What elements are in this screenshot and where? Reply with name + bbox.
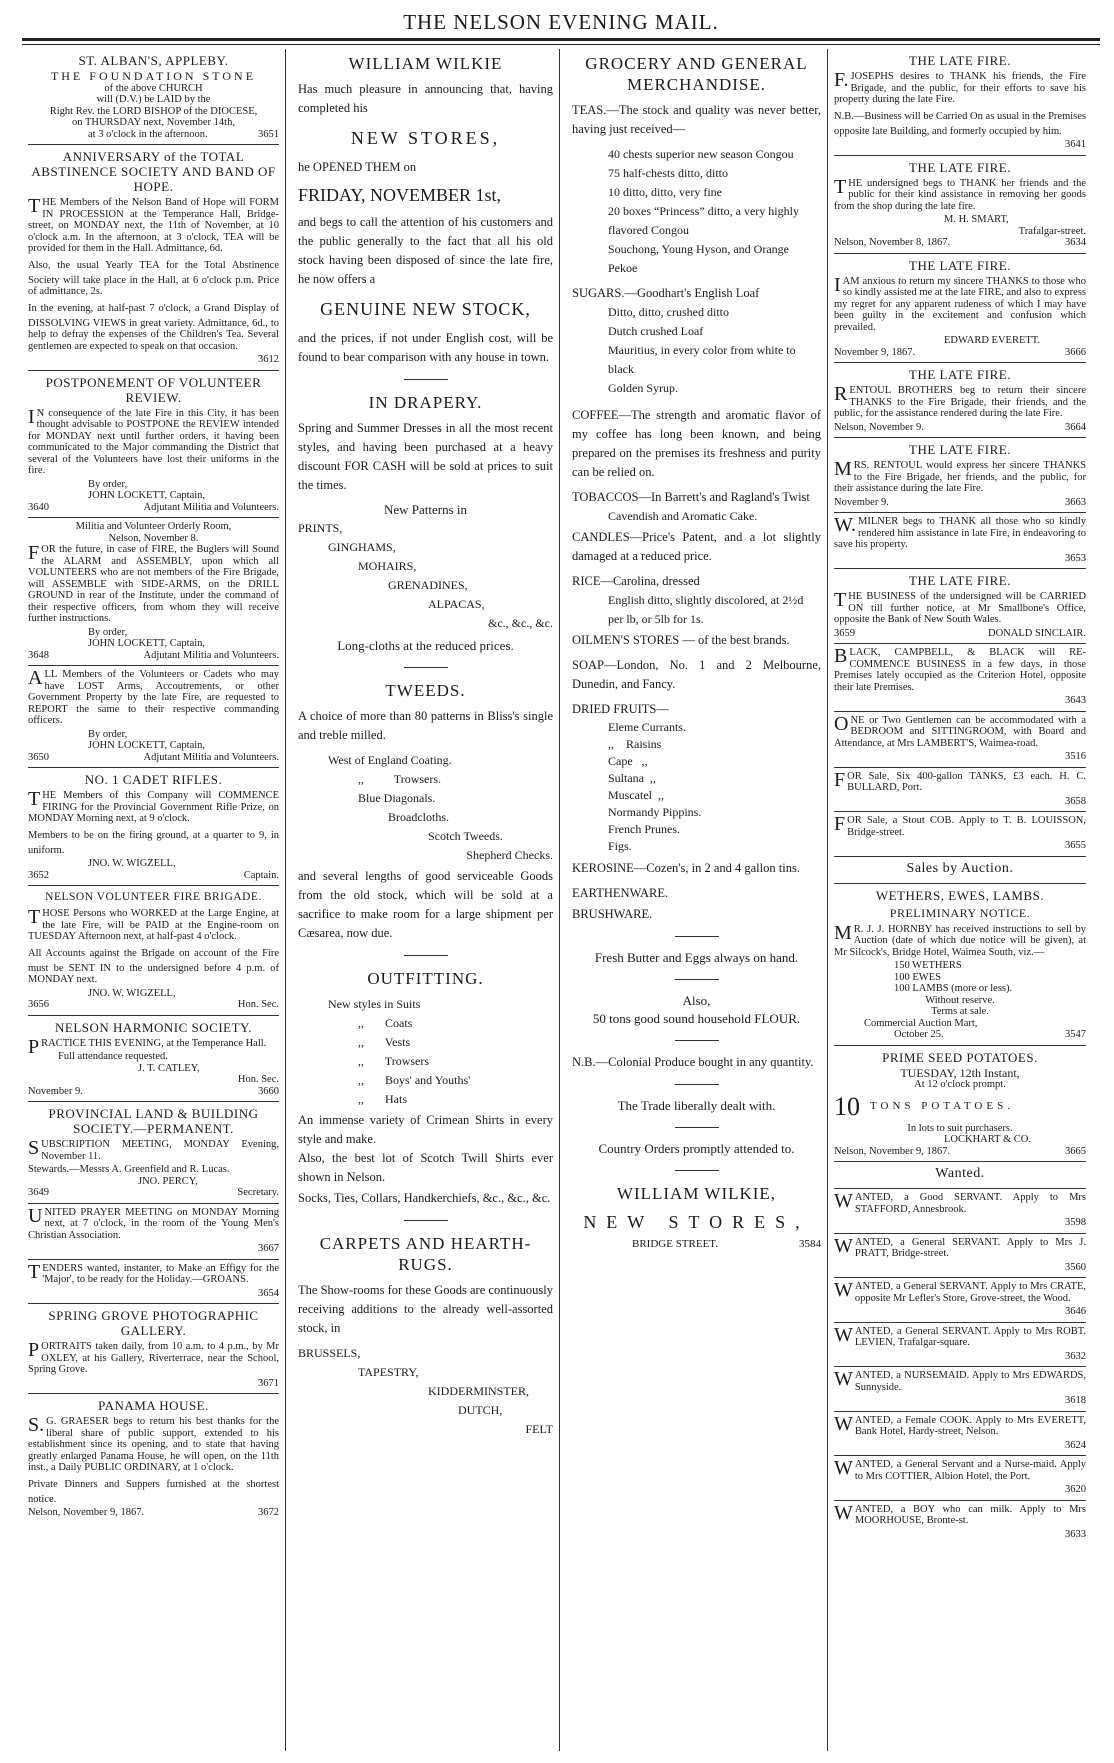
tweeds-item: Blue Diagonals. xyxy=(358,791,436,805)
ad-text: IAM anxious to return my sincere THANKS to those who so kindly assisted me at the late FIRE, and also to express my regret for any apparent rudeness of which I may have been guilty in the excitement and confusion which prevailed. xyxy=(834,273,1086,333)
outfitting-item: ,, Coats xyxy=(358,1016,413,1030)
ad-late-fire-mrs-rentoul xyxy=(834,438,1086,513)
tea-item: 40 chests superior new season Congou xyxy=(608,147,794,161)
ad-item: 100 LAMBS (more or less). xyxy=(894,983,1013,994)
ad-role: Captain. xyxy=(243,869,279,881)
ad-title: WETHERS, EWES, LAMBS. xyxy=(875,887,1045,903)
ad-text: Private Dinners and Suppers furnished at the shortest notice. xyxy=(28,1478,279,1505)
ad-text: WANTED, a Female COOK. Apply to Mrs EVERETT, Bank Hotel, Hardy-street, Nelson. xyxy=(834,1412,1086,1437)
tweeds-item: Shepherd Checks. xyxy=(466,848,553,862)
tweeds-list xyxy=(298,751,553,865)
ad-date: Nelson, November 9, 1867. xyxy=(28,1507,145,1518)
ad-date: November 9, 1867. xyxy=(834,346,916,358)
fruit-item: Normandy Pippins. xyxy=(608,805,702,819)
teas-list xyxy=(572,145,821,278)
ad-title: ANNIVERSARY of the TOTAL ABSTINENCE SOCIETY AND BAND OF HOPE. xyxy=(31,149,276,194)
butter-text: Fresh Butter and Eggs always on hand. xyxy=(594,950,799,965)
drapery-item: PRINTS, xyxy=(298,521,343,535)
drapery-item: ALPACAS, xyxy=(428,597,485,611)
ad-tanks xyxy=(834,768,1086,813)
ad-photographic xyxy=(28,1304,279,1394)
ad-title: THE LATE FIRE. xyxy=(909,442,1011,457)
carpets-item: KIDDERMINSTER, xyxy=(428,1384,529,1398)
ad-signature: JOHN LOCKETT, Captain, xyxy=(88,490,206,501)
tweeds-heading: TWEEDS. xyxy=(385,681,466,700)
trade-text: The Trade liberally dealt with. xyxy=(617,1098,776,1113)
ad-line: Right Rev. the LORD BISHOP of the DIOCESE, xyxy=(49,105,258,117)
section-heading: Wanted. xyxy=(935,1166,985,1181)
also-text: Also, xyxy=(682,993,711,1008)
ad-role: Adjutant Militia and Volunteers. xyxy=(143,501,279,513)
ad-gentlemen xyxy=(834,712,1086,768)
ad-text: FOR Sale, a Stout COB. Apply to T. B. LOUISSON, Bridge-street. xyxy=(834,813,1086,838)
column-1 xyxy=(22,49,286,1751)
drapery-item: &c., &c., &c. xyxy=(488,616,553,630)
ad-date: November 9. xyxy=(28,1085,83,1097)
sugars-text: SUGARS.—Goodhart's English Loaf xyxy=(572,286,760,300)
ad-item: 150 WETHERS xyxy=(894,960,962,971)
dried-fruits-text: DRIED FRUITS— xyxy=(572,702,669,716)
ad-text: Commercial Auction Mart, xyxy=(864,1017,978,1029)
ad-item: 100 EWES xyxy=(894,971,941,983)
tobaccos-text: TOBACCOS—In Barrett's and Ragland's Twist xyxy=(572,490,810,504)
ad-date: November 9. xyxy=(834,496,889,508)
ad-signature: JOHN LOCKETT, Captain, xyxy=(88,740,206,751)
ad-text: Full attendance requested. xyxy=(58,1051,168,1062)
stock-text: and begs to call the attention of his customers and the public generally to the fact that all his old stock having been disposed of since the late fire, he now offers a xyxy=(298,215,553,286)
earthenware-text: EARTHENWARE. xyxy=(572,886,669,900)
drapery-heading: IN DRAPERY. xyxy=(368,393,483,412)
ad-signature: LOCKHART & CO. xyxy=(944,1134,1031,1145)
ad-text: F.JOSEPHS desires to THANK his friends, the Fire Brigade, and the public, for their efforts to save his property during the late Fire. xyxy=(834,69,1086,105)
patterns-text: New Patterns in xyxy=(383,502,468,517)
nb-text: N.B.—Colonial Produce bought in any quantity. xyxy=(572,1055,814,1069)
ad-line: Militia and Volunteer Orderly Room, xyxy=(75,521,232,532)
ad-number: 3655 xyxy=(1065,840,1086,851)
ad-text: BLACK, CAMPBELL, & BLACK will RE-COMMENCE BUSINESS in a few days, in those Premises lately occupied as the Criterion Hotel, opposite their late Premises. xyxy=(834,645,1086,693)
ad-number: 3652 xyxy=(28,869,49,881)
ad-signature: DONALD SINCLAIR. xyxy=(988,627,1086,639)
friday-heading: FRIDAY, NOVEMBER 1st, xyxy=(298,185,502,205)
ad-date: October 25. xyxy=(894,1029,944,1040)
outfitting-item: ,, Vests xyxy=(358,1035,411,1049)
opened-text: he OPENED THEM on xyxy=(298,160,417,174)
carpets-item: TAPESTRY, xyxy=(358,1365,419,1379)
ad-number: 3516 xyxy=(1065,751,1086,762)
column-4 xyxy=(828,49,1092,1751)
outfitting-item: ,, Boys' and Youths' xyxy=(358,1073,471,1087)
flour-text: 50 tons good sound household FLOUR. xyxy=(592,1011,801,1026)
sugars-list xyxy=(572,303,821,398)
tobaccos-text-2: Cavendish and Aromatic Cake. xyxy=(608,509,758,523)
ad-signature: JOHN LOCKETT, Captain, xyxy=(88,638,206,649)
ad-wanted xyxy=(834,1234,1086,1279)
ad-text: TONS POTATOES. xyxy=(870,1099,1014,1112)
ad-number: 3634 xyxy=(1065,237,1086,248)
ad-number: 3665 xyxy=(1065,1145,1086,1157)
drapery-list xyxy=(298,519,553,633)
carpets-item: BRUSSELS, xyxy=(298,1346,361,1360)
carpets-list xyxy=(298,1344,553,1439)
ad-cadet-rifles xyxy=(28,768,279,886)
signature-stores: NEW STORES, xyxy=(583,1212,810,1232)
outfitting-text: An immense variety of Crimean Shirts in every style and make. xyxy=(298,1113,553,1146)
ad-wanted xyxy=(834,1412,1086,1457)
outfitting-lead: New styles in Suits xyxy=(328,997,421,1011)
ad-line: will (D.V.) be LAID by the xyxy=(96,94,211,105)
ad-text: THE undersigned begs to THANK her friends and the public for their kind assistance in removing her goods from the shop during the late fire. xyxy=(834,175,1086,212)
ad-number: 3671 xyxy=(258,1377,279,1389)
ad-number: 3641 xyxy=(1065,139,1086,150)
ad-number: 3618 xyxy=(1065,1395,1086,1406)
ad-line: Nelson, November 8. xyxy=(108,532,199,544)
outfitting-item: ,, Hats xyxy=(358,1092,407,1106)
oilmen-text: OILMEN'S STORES — of the best brands. xyxy=(572,633,790,647)
ad-number: 3633 xyxy=(1065,1528,1086,1540)
divider xyxy=(404,1220,448,1221)
ad-number: 3584 xyxy=(799,1238,821,1250)
fruit-item: Muscatel ,, xyxy=(608,788,664,802)
ad-signature: EDWARD EVERETT. xyxy=(944,335,1041,346)
ad-signature: J. T. CATLEY, xyxy=(138,1062,200,1074)
ad-cob xyxy=(834,812,1086,857)
ad-number: 3646 xyxy=(1065,1306,1086,1317)
prices-text: and the prices, if not under English cost, will be found to bear comparison with any house in town. xyxy=(298,331,553,364)
ad-text: Stewards.—Messrs A. Greenfield and R. Lucas. xyxy=(28,1164,230,1175)
ad-number: 3598 xyxy=(1065,1217,1086,1228)
ad-title: THE LATE FIRE. xyxy=(909,573,1011,588)
new-stores-heading: NEW STORES, xyxy=(350,128,501,148)
ad-role: Adjutant Militia and Volunteers. xyxy=(143,649,279,661)
ad-text: THOSE Persons who WORKED at the Large Engine, at the late Fire, will be PAID at the Engine-room on TUESDAY Afternoon next, at half-past 4 o'clock. xyxy=(28,906,279,942)
ad-lost-arms xyxy=(28,666,279,768)
tweeds-item: Scotch Tweeds. xyxy=(428,829,503,843)
tweeds-item: ,, Trowsers. xyxy=(358,772,442,786)
ad-number: 3660 xyxy=(258,1085,279,1097)
ad-number: 3664 xyxy=(1065,421,1086,433)
ad-black-campbell xyxy=(834,644,1086,712)
ad-number: 3658 xyxy=(1065,795,1086,807)
fruit-item: Sultana ,, xyxy=(608,771,656,785)
ad-late-fire-sinclair xyxy=(834,569,1086,644)
ad-prayer-meeting xyxy=(28,1204,279,1260)
ad-text: WANTED, a General Servant and a Nurse-maid. Apply to Mrs COTTIER, Albion Hotel, the Port. xyxy=(834,1457,1086,1482)
divider xyxy=(404,379,448,380)
ad-number: 3666 xyxy=(1065,346,1086,358)
ad-title: NO. 1 CADET RIFLES. xyxy=(84,772,223,787)
ad-role: Adjutant Militia and Volunteers. xyxy=(143,751,279,763)
sugar-item: Golden Syrup. xyxy=(608,381,678,395)
drapery-item: GINGHAMS, xyxy=(328,540,396,554)
carpets-heading: CARPETS AND HEARTH-RUGS. xyxy=(319,1234,532,1274)
ad-number: 3648 xyxy=(28,649,49,661)
soap-text: SOAP—London, No. 1 and 2 Melbourne, Dunedin, and Fancy. xyxy=(572,658,821,691)
fruit-item: Eleme Currants. xyxy=(608,720,686,734)
ad-text: SUBSCRIPTION MEETING, MONDAY Evening, November 11. xyxy=(28,1137,279,1162)
dried-fruits-list xyxy=(572,719,821,855)
masthead-rule xyxy=(22,38,1100,45)
ad-date: Nelson, November 9, 1867. xyxy=(834,1145,951,1157)
carpets-text: The Show-rooms for these Goods are continuously receiving additions to the already well-assorted stock, in xyxy=(298,1283,553,1335)
ad-number: 3672 xyxy=(258,1507,279,1518)
tea-item: 75 half-chests ditto, ditto xyxy=(608,166,728,180)
outfitting-heading: OUTFITTING. xyxy=(367,969,484,988)
ad-orderly-room xyxy=(28,518,279,666)
ad-text: WANTED, a Good SERVANT. Apply to Mrs STAFFORD, Annesbrook. xyxy=(834,1190,1086,1215)
ad-text: In lots to suit purchasers. xyxy=(907,1122,1013,1134)
divider xyxy=(675,1084,719,1085)
teas-text: TEAS.—The stock and quality was never better, having just received— xyxy=(572,103,821,136)
ad-text: W.MILNER begs to THANK all those who so kindly rendered him assistance in late Fire, in endeavoring to save his property. xyxy=(834,514,1086,550)
columns xyxy=(22,49,1100,1751)
drapery-text: Spring and Summer Dresses in all the most recent styles, and having been purchased at a heavy discount FOR CASH will be sold at prices to suit the times. xyxy=(298,421,553,492)
section-wanted xyxy=(834,1162,1086,1189)
ad-text: WANTED, a NURSEMAID. Apply to Mrs EDWARDS, Sunnyside. xyxy=(834,1368,1086,1393)
ad-number: 3651 xyxy=(258,128,279,140)
ad-title: THE LATE FIRE. xyxy=(909,257,1011,273)
fruit-item: Cape ,, xyxy=(608,754,648,768)
ad-wethers xyxy=(834,884,1086,1046)
ad-number: 3643 xyxy=(1065,695,1086,706)
ad-date: Nelson, November 9. xyxy=(834,421,924,433)
outfitting-item: ,, Trowsers xyxy=(358,1054,430,1068)
ad-byline: By order, xyxy=(88,478,128,490)
ad-byline: By order, xyxy=(88,728,128,740)
ad-text: THE Members of the Nelson Band of Hope will FORM IN PROCESSION at the Temperance Hall, Bridge-street, on MONDAY next, the 11th of November, at 10 o'clock a.m. In the afternoon, at 3 o'clock, TEA will be provided for them in the Hall. Admittance, 6d. xyxy=(28,195,279,254)
ad-number: 3656 xyxy=(28,999,49,1010)
ad-line: of the above CHURCH xyxy=(104,82,203,94)
drapery-item: MOHAIRS, xyxy=(358,559,417,573)
ad-tenders xyxy=(28,1260,279,1305)
tweeds-item: West of England Coating. xyxy=(328,753,452,767)
ad-text: MRS. RENTOUL would express her sincere THANKS to the Fire Brigade, her friends, and the public, for their assistance during the late Fire. xyxy=(834,458,1086,494)
ad-line: at 3 o'clock in the afternoon. xyxy=(88,128,208,140)
masthead: THE NELSON EVENING MAIL. xyxy=(403,10,719,34)
brushware-text: BRUSHWARE. xyxy=(572,907,653,921)
ad-text: In the evening, at half-past 7 o'clock, a Grand Display of DISSOLVING VIEWS in great variety. Admittance, 6d., to help to defray the expenses of the Children's Tea. Several gentlemen are expected to speak on that occasion. xyxy=(28,302,279,352)
ad-text: UNITED PRAYER MEETING on MONDAY Morning next, at 7 o'clock, in the room of the Young Men's Christian Association. xyxy=(28,1204,279,1241)
ad-text: TENDERS wanted, instanter, to Make an Effigy for the 'Major', to be ready for the Holiday.—GROANS. xyxy=(28,1260,279,1285)
ad-day: TUESDAY, 12th Instant, xyxy=(900,1065,1020,1080)
ad-big-number: 10 xyxy=(834,1091,860,1121)
tweeds-text-2: and several lengths of good serviceable Goods from the old stock, which will be sold at a sacrifice to make room for a large shipment per Cæsarea, now due. xyxy=(298,869,553,940)
ad-line: on THURSDAY next, November 14th, xyxy=(72,117,235,128)
ad-late-fire-josephs xyxy=(834,49,1086,156)
ad-wanted xyxy=(834,1367,1086,1412)
carpets-item: DUTCH, xyxy=(458,1403,503,1417)
grocery-heading: GROCERY AND GENERAL MERCHANDISE. xyxy=(585,54,808,94)
divider xyxy=(675,1170,719,1171)
rice-text-2: English ditto, slightly discolored, at 2½d per lb, or 5lb for 1s. xyxy=(608,593,804,626)
intro-text: Has much pleasure in announcing that, having completed his xyxy=(298,82,553,115)
ad-title: THE LATE FIRE. xyxy=(909,53,1011,68)
ad-st-albans xyxy=(28,49,279,145)
ad-title: POSTPONEMENT OF VOLUNTEER REVIEW. xyxy=(45,374,262,405)
ad-date: Nelson, November 8, 1867. xyxy=(834,237,951,248)
ad-text: N.B.—Business will be Carried On as usual in the Premises opposite late Building, and formerly occupied by him. xyxy=(834,110,1086,137)
ad-text: PRACTICE THIS EVENING, at the Temperance Hall. xyxy=(28,1035,267,1058)
genuine-stock-heading: GENUINE NEW STOCK, xyxy=(320,299,531,319)
ad-fire-brigade xyxy=(28,886,279,1016)
ad-text: IN consequence of the late Fire in this City, it has been thought advisable to POSTPONE the REVIEW intended for MONDAY next until further orders, it having been communicated to the Major commanding the District that several of the Volunteers have lost their uniforms in the fire. xyxy=(28,405,279,476)
ad-title: PRIME SEED POTATOES. xyxy=(882,1049,1038,1065)
ad-text: RENTOUL BROTHERS beg to return their sincere THANKS to the Fire Brigade, their friends, and the public, for the assistance rendered during the late Fire. xyxy=(834,383,1086,419)
ad-number: 3620 xyxy=(1065,1484,1086,1495)
drapery-item: GRENADINES, xyxy=(388,578,468,592)
ad-abstinence xyxy=(28,145,279,371)
ad-text: S.G. GRAESER begs to return his best thanks for the liberal share of public support, extended to his establishment since its opening, and to state that having greatly enlarged Panama House, he will open, on the 11th inst., a Daily PUBLIC ORDINARY, at 1 o'clock. xyxy=(28,1414,279,1473)
divider xyxy=(675,936,719,937)
ad-number: 3560 xyxy=(1065,1261,1086,1273)
ad-title: THE LATE FIRE. xyxy=(909,367,1011,382)
ad-number: 3650 xyxy=(28,751,49,763)
divider xyxy=(675,1040,719,1041)
ad-text: WANTED, a BOY who can milk. Apply to Mrs MOORHOUSE, Bronte-st. xyxy=(834,1501,1086,1526)
ad-number: 3659 xyxy=(834,627,855,639)
ad-signature: JNO. W. WIGZELL, xyxy=(88,987,176,999)
ad-text: THE Members of this Company will COMMENCE FIRING for the Provincial Government Rifle Prize, on MONDAY Morning next, at 9 o'clock. xyxy=(28,788,279,824)
tea-item: 20 boxes “Princess” ditto, a very highly flavored Congou xyxy=(608,204,799,237)
ad-number: 3547 xyxy=(1065,1029,1086,1040)
column-3 xyxy=(560,49,828,1751)
ad-text: PORTRAITS taken daily, from 10 a.m. to 4 p.m., by Mr OXLEY, at his Gallery, Riverterrace, near the School, Spring Grove. xyxy=(28,1339,279,1375)
candles-text: CANDLES—Price's Patent, and a lot slightly damaged at a reduced price. xyxy=(572,530,821,563)
ad-number: 3653 xyxy=(1065,552,1086,564)
ad-signature: JNO. PERCY, xyxy=(138,1175,198,1187)
tea-item: Souchong, Young Hyson, and Orange Pekoe xyxy=(608,242,789,275)
ad-number: 3654 xyxy=(258,1287,279,1299)
coffee-text: COFFEE—The strength and aromatic flavor of my coffee has long been known, and being prepared on the premises its freshness and purity can be relied on. xyxy=(572,408,821,479)
ad-text: MR. J. J. HORNBY has received instructions to sell by Auction (date of which due notice will be given), at Mr Silcock's, Bridge Hotel, Waimea South, viz.— xyxy=(834,921,1086,958)
ad-harmonic xyxy=(28,1016,279,1103)
divider xyxy=(675,1127,719,1128)
divider xyxy=(404,667,448,668)
fruit-item: Figs. xyxy=(608,839,632,853)
ad-text: WANTED, a General SERVANT. Apply to Mrs ROBT. LEVIEN, Trafalgar-square. xyxy=(834,1323,1086,1348)
ad-milner xyxy=(834,513,1086,569)
ad-text: Also, the usual Yearly TEA for the Total Abstinence Society will take place in the Hall, at 6 o'clock p.m. Price of admittance, 2s. xyxy=(28,259,279,297)
ad-role: Secretary. xyxy=(237,1187,279,1198)
ad-late-fire-everett xyxy=(834,254,1086,364)
ad-title: SPRING GROVE PHOTOGRAPHIC GALLERY. xyxy=(48,1308,259,1338)
ad-late-fire-smart xyxy=(834,156,1086,254)
ad-text: Members to be on the firing ground, at a quarter to 9, in uniform. xyxy=(28,829,279,856)
carpets-item: FELT xyxy=(525,1422,553,1436)
section-heading: Sales by Auction. xyxy=(906,860,1014,876)
ad-address: Trafalgar-street. xyxy=(1018,225,1086,237)
sugar-item: Dutch crushed Loaf xyxy=(608,324,704,338)
ad-number: 3649 xyxy=(28,1187,49,1198)
country-text: Country Orders promptly attended to. xyxy=(598,1141,795,1156)
tea-item: 10 ditto, ditto, very fine xyxy=(608,185,722,199)
ad-title: NELSON HARMONIC SOCIETY. xyxy=(54,1019,253,1035)
kerosine-text: KEROSINE—Cozen's, in 2 and 4 gallon tins. xyxy=(572,861,800,875)
ad-seed-potatoes xyxy=(834,1046,1086,1163)
divider xyxy=(404,955,448,956)
ad-signature: M. H. SMART, xyxy=(944,214,1009,225)
ad-number: 3667 xyxy=(258,1243,279,1254)
rice-text: RICE—Carolina, dressed xyxy=(572,574,700,588)
ad-number: 3612 xyxy=(258,354,279,365)
ad-text: WANTED, a General SERVANT. Apply to Mrs CRATE, opposite Mr Lefler's Store, Grove-street, the Wood. xyxy=(834,1279,1086,1304)
ad-title: ST. ALBAN'S, APPLEBY. xyxy=(78,53,229,68)
ad-number: 3640 xyxy=(28,501,49,513)
ad-text: Without reserve. xyxy=(925,994,995,1006)
ad-byline: By order, xyxy=(88,626,128,638)
ad-role: Hon. Sec. xyxy=(237,999,279,1010)
ad-provincial xyxy=(28,1102,279,1204)
sugar-item: Ditto, ditto, crushed ditto xyxy=(608,305,729,319)
ad-number: 3624 xyxy=(1065,1439,1086,1451)
ad-title: NELSON VOLUNTEER FIRE BRIGADE. xyxy=(45,891,262,903)
ad-postponement xyxy=(28,371,279,519)
ad-wanted xyxy=(834,1189,1086,1234)
ad-wanted xyxy=(834,1501,1086,1545)
fruit-item: French Prunes. xyxy=(608,822,680,836)
outfitting-text: Socks, Ties, Collars, Handkerchiefs, &c., &c., &c. xyxy=(298,1191,551,1205)
ad-title: THE LATE FIRE. xyxy=(909,159,1011,175)
ad-role: Hon. Sec. xyxy=(237,1074,279,1085)
ad-text: FOR the future, in case of FIRE, the Buglers will Sound the ALARM and ASSEMBLY, upon which all VOLUNTEERS who are not members of the Fire Brigade, will ASSEMBLE with SIDE-ARMS, on the DRILL GROUND in rear of the Institute, under the command of their respective officers, from whom they will receive further instructions. xyxy=(28,542,279,624)
signature-name: WILLIAM WILKIE, xyxy=(616,1184,777,1203)
ad-wanted xyxy=(834,1323,1086,1368)
outfitting-list xyxy=(298,1014,553,1109)
longcloths-text: Long-cloths at the reduced prices. xyxy=(337,638,514,653)
ad-number: 3663 xyxy=(1065,496,1086,508)
ad-panama-house xyxy=(28,1394,279,1523)
ad-text: ONE or Two Gentlemen can be accommodated with a BEDROOM and SITTINGROOM, with Board and Attendance, at Mrs LAMBERT'S, Waimea-road. xyxy=(834,712,1086,749)
advertiser-name: WILLIAM WILKIE xyxy=(348,54,503,73)
ad-wanted xyxy=(834,1278,1086,1323)
ad-title: PANAMA HOUSE. xyxy=(98,1398,209,1413)
fruit-item: ,, Raisins xyxy=(608,737,662,751)
sugar-item: Mauritius, in every color from white to black xyxy=(608,343,796,376)
ad-text: THE BUSINESS of the undersigned will be CARRIED ON till further notice, at Mr Smallbone's Office, opposite the Bank of New South Wales. xyxy=(834,589,1086,625)
tweeds-item: Broadcloths. xyxy=(388,810,449,824)
ad-text: ALL Members of the Volunteers or Cadets who may have LOST Arms, Accoutrements, or other Government Property by the late Fire, are requested to REPORT the same to their respective commanding officers. xyxy=(28,667,279,726)
ad-late-fire-rentoul-brothers xyxy=(834,363,1086,438)
ad-title: PROVINCIAL LAND & BUILDING SOCIETY.—PERMANENT. xyxy=(48,1106,259,1136)
column-2 xyxy=(286,49,560,1751)
outfitting-text: Also, the best lot of Scotch Twill Shirts ever shown in Nelson. xyxy=(298,1151,553,1184)
ad-time: At 12 o'clock prompt. xyxy=(914,1079,1006,1090)
divider xyxy=(675,979,719,980)
ad-number: 3632 xyxy=(1065,1350,1086,1362)
signature-street: BRIDGE STREET. xyxy=(632,1238,718,1250)
section-sales-by-auction xyxy=(834,857,1086,884)
ad-signature: JNO. W. WIGZELL, xyxy=(88,858,176,869)
ad-subtitle: PRELIMINARY NOTICE. xyxy=(889,905,1031,920)
tweeds-text: A choice of more than 80 patterns in Bliss's single and treble milled. xyxy=(298,709,553,742)
ad-wanted xyxy=(834,1456,1086,1501)
ad-text: All Accounts against the Brigade on account of the Fire must be SENT IN to the undersigned before 4 p.m. of MONDAY next. xyxy=(28,947,279,985)
ad-text: Terms at sale. xyxy=(931,1006,989,1017)
ad-line: THE FOUNDATION STONE xyxy=(50,69,257,83)
ad-text: FOR Sale, Six 400-gallon TANKS, £3 each. H. C. BULLARD, Port. xyxy=(834,768,1086,793)
ad-text: WANTED, a General SERVANT. Apply to Mrs J. PRATT, Bridge-street. xyxy=(834,1234,1086,1259)
